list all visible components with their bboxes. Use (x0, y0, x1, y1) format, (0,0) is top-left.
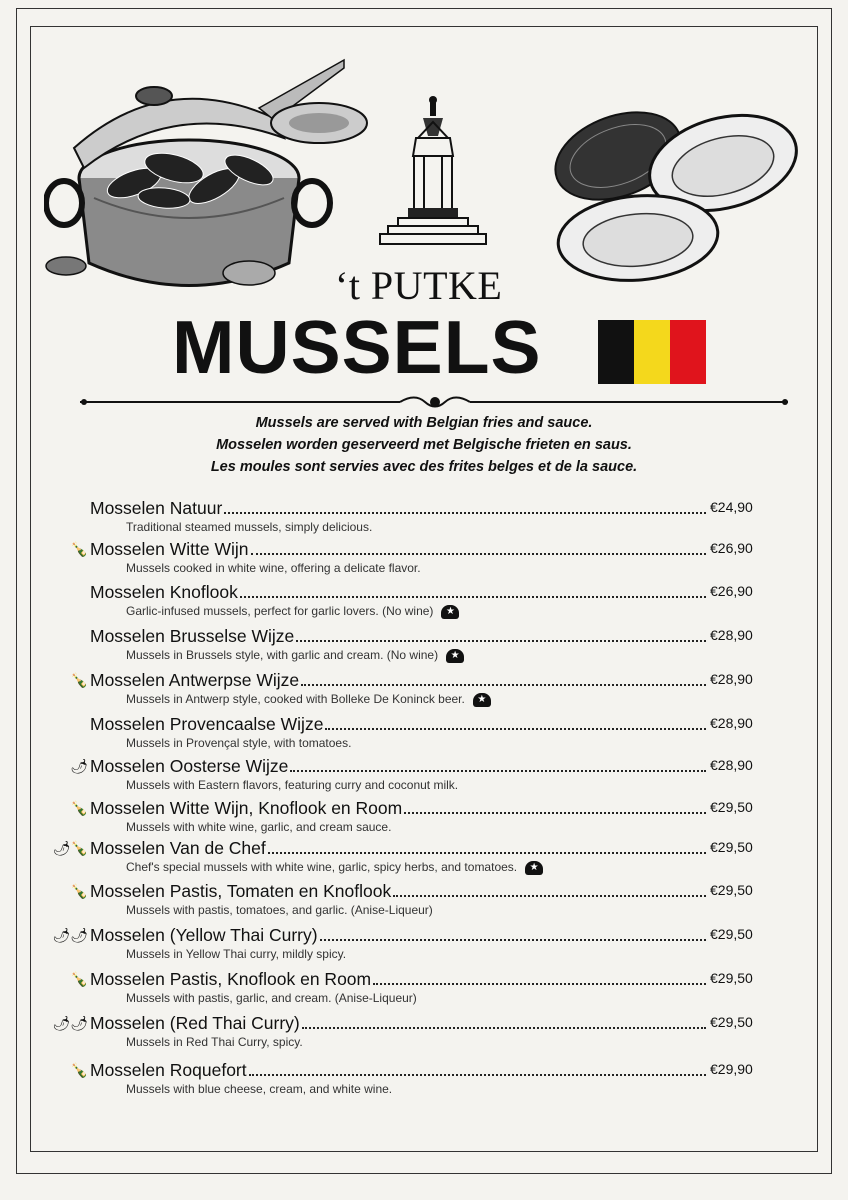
intro-english: Mussels are served with Belgian fries and sauce. (255, 415, 593, 431)
dot-leader (320, 937, 706, 941)
menu-item-name: Mosselen Brusselse Wijze (90, 626, 295, 646)
chef-hat-icon: ★ (525, 861, 543, 875)
menu-item (0, 756, 848, 800)
menu-item-name: Mosselen (Yellow Thai Curry) (90, 925, 318, 945)
menu-item-price: €24,90 (710, 499, 753, 515)
menu-item-name: Mosselen Provencaalse Wijze (90, 714, 324, 734)
menu-item (0, 838, 848, 882)
menu-item-dietary-icons: 🍾 (70, 1062, 88, 1078)
menu-item-name: Mosselen Witte Wijn, Knoflook en Room (90, 798, 403, 818)
menu-item-description-text: Mussels in Yellow Thai curry, mildly spicy. (126, 947, 347, 961)
menu-item-price: €26,90 (710, 540, 753, 556)
menu-item-price: €28,90 (710, 627, 753, 643)
menu-item-description (126, 604, 459, 619)
flag-stripe-red (670, 320, 706, 384)
menu-item-price: €29,50 (710, 882, 753, 898)
menu-item-description-text: Garlic-infused mussels, perfect for garlic lovers. (No wine) (126, 604, 434, 618)
menu-item-price: €28,90 (710, 671, 753, 687)
menu-item-description-text: Mussels in Red Thai Curry, spicy. (126, 1035, 303, 1049)
menu-item-description-text: Traditional steamed mussels, simply delicious. (126, 520, 373, 534)
menu-item (0, 881, 848, 925)
menu-item-description-text: Mussels with white wine, garlic, and cream sauce. (126, 820, 392, 834)
menu-item-description-text: Mussels with pastis, garlic, and cream. (Anise-Liqueur) (126, 991, 417, 1005)
menu-item-description (126, 561, 421, 575)
menu-item (0, 714, 848, 758)
menu-item-dietary-icons: 🌶🌶 (52, 1015, 88, 1031)
menu-item-description-text: Mussels cooked in white wine, offering a delicate flavor. (126, 561, 421, 575)
restaurant-brand: ‘t PUTKE (335, 263, 503, 308)
menu-item (0, 670, 848, 714)
menu-item-price: €29,50 (710, 1014, 753, 1030)
menu-item-name: Mosselen Van de Chef (90, 838, 266, 858)
menu-item (0, 1060, 848, 1104)
dot-leader (325, 726, 706, 730)
menu-item-price: €29,90 (710, 1061, 753, 1077)
chef-hat-icon: ★ (441, 605, 459, 619)
menu-item-dietary-icons: 🍾 (70, 971, 88, 987)
menu-item-description (126, 778, 458, 792)
dot-leader (268, 850, 706, 854)
flag-stripe-yellow (634, 320, 670, 384)
menu-item-description (126, 520, 372, 534)
menu-item-price: €29,50 (710, 799, 753, 815)
menu-item (0, 582, 848, 626)
menu-item-name: Mosselen Pastis, Tomaten en Knoflook (90, 881, 392, 901)
dot-leader (373, 981, 706, 985)
menu-item-description (126, 1082, 392, 1096)
menu-item-dietary-icons: 🍾 (70, 800, 88, 816)
chef-hat-icon: ★ (446, 649, 464, 663)
menu-item-name: Mosselen (Red Thai Curry) (90, 1013, 300, 1033)
menu-item-dietary-icons: 🍾 (70, 541, 88, 557)
flag-stripe-black (598, 320, 634, 384)
dot-leader (251, 551, 706, 555)
menu-item-description-text: Mussels in Brussels style, with garlic and cream. (No wine) (126, 648, 439, 662)
dot-leader (393, 893, 706, 897)
menu-item-description (126, 1035, 303, 1049)
menu-item-description (126, 947, 346, 961)
menu-item (0, 498, 848, 542)
mussel-pot-illustration (44, 58, 374, 298)
menu-item-description-text: Mussels with pastis, tomatoes, and garlic. (Anise-Liqueur) (126, 903, 433, 917)
dot-leader (249, 1072, 706, 1076)
dot-leader (296, 638, 706, 642)
menu-item-price: €29,50 (710, 970, 753, 986)
page-title: MUSSELS (172, 305, 542, 389)
menu-item-description-text: Mussels in Antwerp style, cooked with Bolleke De Koninck beer. (126, 692, 465, 706)
menu-item-price: €28,90 (710, 715, 753, 731)
menu-item-description (126, 648, 464, 663)
ornamental-divider (80, 393, 790, 411)
menu-item-description-text: Mussels in Provençal style, with tomatoes. (126, 736, 352, 750)
dot-leader (290, 768, 706, 772)
menu-item-name: Mosselen Natuur (90, 498, 223, 518)
menu-item-description (126, 903, 433, 917)
menu-item-description (126, 692, 491, 707)
menu-item-description (126, 991, 417, 1005)
menu-item (0, 969, 848, 1013)
menu-item-description (126, 860, 543, 875)
menu-item (0, 1013, 848, 1057)
menu-item-name: Mosselen Roquefort (90, 1060, 247, 1080)
menu-item-name: Mosselen Witte Wijn (90, 539, 249, 559)
menu-item-name: Mosselen Oosterse Wijze (90, 756, 289, 776)
menu-item-dietary-icons: 🍾 (70, 883, 88, 899)
dot-leader (240, 594, 706, 598)
menu-item-price: €26,90 (710, 583, 753, 599)
menu-item-price: €29,50 (710, 926, 753, 942)
menu-item-price: €29,50 (710, 839, 753, 855)
menu-item-description-text: Mussels with blue cheese, cream, and white wine. (126, 1082, 393, 1096)
menu-item-dietary-icons: 🌶 (70, 758, 88, 774)
menu-item (0, 925, 848, 969)
menu-item-description (126, 820, 391, 834)
menu-item-dietary-icons: 🌶🌶 (52, 927, 88, 943)
belgian-flag-icon (598, 320, 706, 384)
mussel-shells-illustration (548, 98, 803, 288)
menu-item-description-text: Mussels with Eastern flavors, featuring curry and coconut milk. (126, 778, 459, 792)
dot-leader (301, 682, 706, 686)
dot-leader (302, 1025, 706, 1029)
menu-item-description (126, 736, 351, 750)
menu-item (0, 626, 848, 670)
menu-item (0, 539, 848, 583)
dot-leader (224, 510, 706, 514)
menu-item-dietary-icons: 🍾 (70, 672, 88, 688)
menu-item-price: €28,90 (710, 757, 753, 773)
menu-item-dietary-icons: 🌶🍾 (52, 840, 88, 856)
intro-french: Les moules sont servies avec des frites belges et de la sauce. (210, 459, 638, 475)
intro-dutch: Mosselen worden geserveerd met Belgische frieten en saus. (216, 437, 632, 453)
menu-item-name: Mosselen Pastis, Knoflook en Room (90, 969, 372, 989)
dot-leader (404, 810, 706, 814)
menu-item-name: Mosselen Knoflook (90, 582, 238, 602)
menu-item-description-text: Chef's special mussels with white wine, garlic, spicy herbs, and tomatoes. (126, 860, 518, 874)
menu-item-name: Mosselen Antwerpse Wijze (90, 670, 300, 690)
fountain-icon (378, 96, 488, 251)
chef-hat-icon: ★ (473, 693, 491, 707)
menu-item (0, 798, 848, 842)
